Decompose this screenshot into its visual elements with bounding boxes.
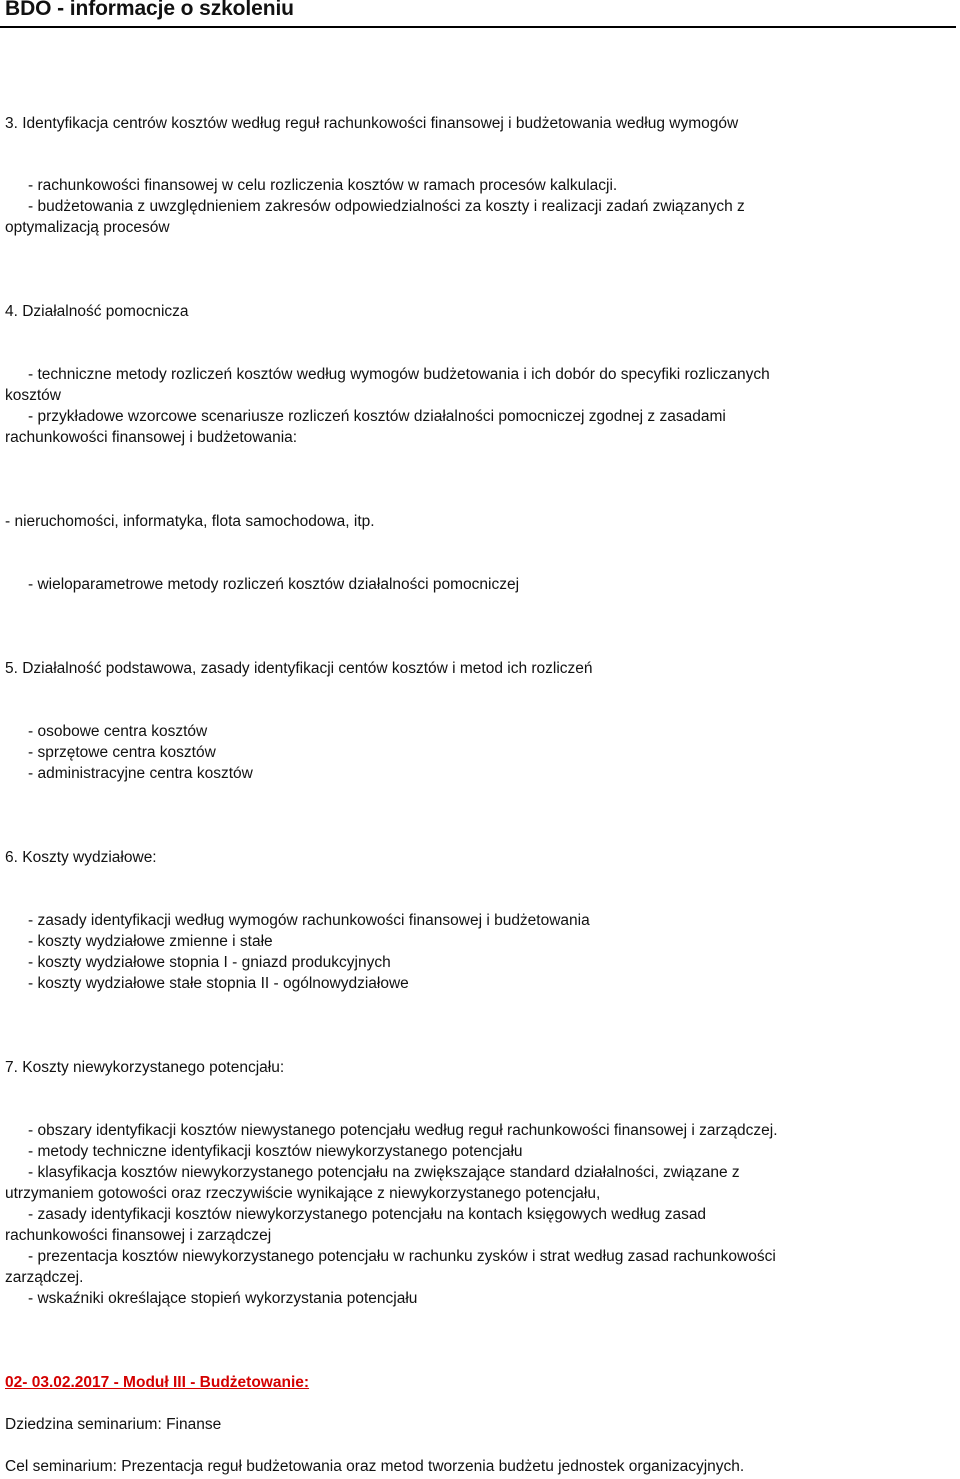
section-7-item-continuation: zarządczej.: [5, 1269, 84, 1286]
section-7-item: - wskaźniki określające stopień wykorzystania potencjału: [28, 1290, 418, 1307]
section-7-item: - prezentacja kosztów niewykorzystanego potencjału w rachunku zysków i strat według zasad rachunkowości: [28, 1248, 776, 1265]
seminar-domain: Dziedzina seminarium: Finanse: [5, 1416, 222, 1433]
section-7-item: - zasady identyfikacji kosztów niewykorzystanego potencjału na kontach księgowych według zasad: [28, 1206, 707, 1223]
section-7-heading: 7. Koszty niewykorzystanego potencjału:: [5, 1059, 285, 1076]
section-6-item: - koszty wydziałowe stałe stopnia II - ogólnowydziałowe: [28, 975, 409, 992]
section-7-item: - metody techniczne identyfikacji kosztów niewykorzystanego potencjału: [28, 1143, 523, 1160]
section-3-heading: 3. Identyfikacja centrów kosztów według reguł rachunkowości finansowej i budżetowania według wymogów: [5, 115, 739, 132]
section-5-item: - osobowe centra kosztów: [28, 723, 208, 740]
module-title: 02- 03.02.2017 - Moduł III - Budżetowanie:: [5, 1374, 310, 1391]
section-4-heading: 4. Działalność pomocnicza: [5, 303, 189, 320]
section-7-item: - obszary identyfikacji kosztów niewystanego potencjału według reguł rachunkowości finansowej i zarządczej.: [28, 1122, 778, 1139]
section-4-item: - przykładowe wzorcowe scenariusze rozliczeń kosztów działalności pomocniczej zgodnej z zasadami: [28, 408, 726, 425]
section-6-item: - koszty wydziałowe zmienne i stałe: [28, 933, 273, 950]
section-6-heading: 6. Koszty wydziałowe:: [5, 849, 157, 866]
section-6-item: - koszty wydziałowe stopnia I - gniazd produkcyjnych: [28, 954, 391, 971]
section-5-item: - sprzętowe centra kosztów: [28, 744, 216, 761]
section-6-item: - zasady identyfikacji według wymogów rachunkowości finansowej i budżetowania: [28, 912, 590, 929]
section-4-item-continuation: rachunkowości finansowej i budżetowania:: [5, 429, 298, 446]
seminar-goal: Cel seminarium: Prezentacja reguł budżetowania oraz metod tworzenia budżetu jednostek organizacyjnych.: [5, 1458, 745, 1475]
section-7-item-continuation: rachunkowości finansowej i zarządczej: [5, 1227, 272, 1244]
section-3-item: - rachunkowości finansowej w celu rozliczenia kosztów w ramach procesów kalkulacji.: [28, 177, 618, 194]
section-3-item: - budżetowania z uwzględnieniem zakresów odpowiedzialności za koszty i realizacji zadań związanych z: [28, 198, 745, 215]
section-7-item: - klasyfikacja kosztów niewykorzystanego potencjału na zwiększające standard działalności, związane z: [28, 1164, 740, 1181]
section-5-heading: 5. Działalność podstawowa, zasady identyfikacji centów kosztów i metod ich rozliczeń: [5, 660, 593, 677]
section-4-subitem: - nieruchomości, informatyka, flota samochodowa, itp.: [5, 513, 375, 530]
section-4-item: - techniczne metody rozliczeń kosztów według wymogów budżetowania i ich dobór do specyfiki rozliczanych: [28, 366, 770, 383]
page-header: [0, 0, 956, 28]
section-3-item-continuation: optymalizacją procesów: [5, 219, 170, 236]
section-5-item: - administracyjne centra kosztów: [28, 765, 253, 782]
section-4-item: - wieloparametrowe metody rozliczeń kosztów działalności pomocniczej: [28, 576, 520, 593]
section-7-item-continuation: utrzymaniem gotowości oraz rzeczywiście wynikające z niewykorzystanego potencjału,: [5, 1185, 601, 1202]
section-4-item-continuation: kosztów: [5, 387, 61, 404]
page-title: BDO - informacje o szkoleniu: [5, 0, 294, 20]
